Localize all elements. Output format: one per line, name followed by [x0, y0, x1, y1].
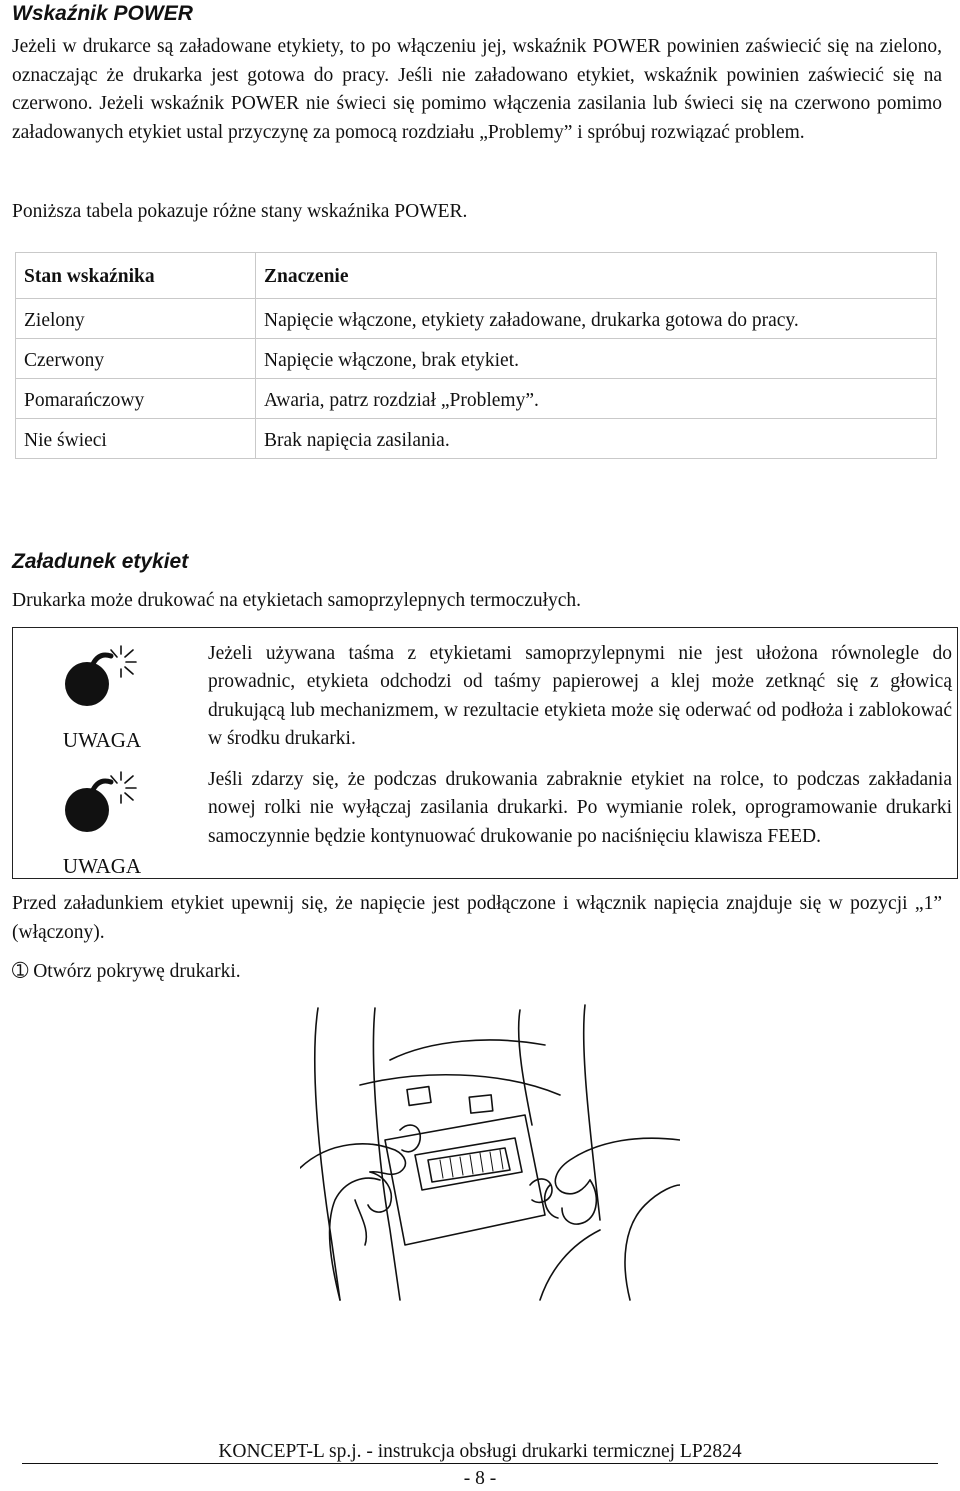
meaning-cell: Napięcie włączone, brak etykiet. [256, 339, 937, 379]
table-row [16, 299, 937, 339]
meaning-cell: Awaria, patrz rozdział „Problemy”. [256, 379, 937, 419]
printer-illustration [300, 1000, 680, 1305]
warning-text: Jeżeli używana taśma z etykietami samoprzylepnymi nie jest ułożona równolegle do prowadnic, etykieta odchodzi od taśmy papierowej a klej może zetknąć się z głowicą drukującą lub mechanizmem, w rezultacie etykieta może się oderwać od podłoża i zablokować w środku drukarki. [208, 643, 952, 749]
table-row [16, 419, 937, 459]
warning-badge [13, 644, 191, 752]
loading-intro: Drukarka może drukować na etykietach samoprzylepnych termoczułych. [12, 590, 582, 611]
section-heading-power: Wskaźnik POWER [12, 2, 193, 25]
table-intro: Poniższa tabela pokazuje różne stany wskaźnika POWER. [12, 201, 468, 222]
warning-box [12, 627, 958, 879]
state-cell: Zielony [16, 299, 256, 339]
table-header-row [16, 253, 937, 299]
table-row [16, 379, 937, 419]
footer-divider [22, 1463, 938, 1464]
state-cell: Pomarańczowy [16, 379, 256, 419]
before-loading-note: Przed załadunkiem etykiet upewnij się, że napięcie jest podłączone i włącznik napięcia znajduje się w pozycji „1” (włączony). [12, 893, 942, 943]
meaning-cell: Napięcie włączone, etykiety załadowane, drukarka gotowa do pracy. [256, 299, 937, 339]
step-number: ➀ [12, 961, 29, 982]
page-number: - 8 - [463, 1468, 497, 1489]
section-heading-loading: Załadunek etykiet [12, 550, 189, 573]
footer-title: KONCEPT-L sp.j. - instrukcja obsługi drukarki termicznej LP2824 [218, 1441, 742, 1462]
power-description: Jeżeli w drukarce są załadowane etykiety, to po włączeniu jej, wskaźnik POWER powinien zaświecić się na zielono, oznaczając że drukarka jest gotowa do pracy. Jeśli nie załadowano etykiet, wskaźnik powinien zaświecić się na czerwono. Jeżeli wskaźnik POWER nie świeci się pomimo włączenia zasilania lub świeci się na czerwono pomimo załadowanych etykiet ustal przyczynę za pomocą rozdziału „Problemy” i spróbuj rozwiązać problem. [12, 36, 942, 143]
power-states-table [15, 252, 937, 459]
warning-label: UWAGA [62, 854, 142, 878]
table-row [16, 339, 937, 379]
state-cell: Czerwony [16, 339, 256, 379]
header-state: Stan wskaźnika [16, 253, 256, 299]
header-meaning: Znaczenie [256, 253, 937, 299]
bomb-icon [53, 644, 143, 710]
warning-text: Jeśli zdarzy się, że podczas drukowania zabraknie etykiet na rolce, to podczas zakładania nowej rolki nie wyłączaj zasilania drukarki. Po wymianie rolek, oprogramowanie drukarki samoczynnie będzie kontynuować drukowanie po naciśnięciu klawisza FEED. [208, 769, 952, 847]
warning-badge [13, 770, 191, 878]
state-cell: Nie świeci [16, 419, 256, 459]
bomb-icon [53, 770, 143, 836]
warning-label: UWAGA [62, 728, 142, 752]
step-text: Otwórz pokrywę drukarki. [33, 961, 241, 982]
meaning-cell: Brak napięcia zasilania. [256, 419, 937, 459]
step-1 [12, 958, 241, 987]
